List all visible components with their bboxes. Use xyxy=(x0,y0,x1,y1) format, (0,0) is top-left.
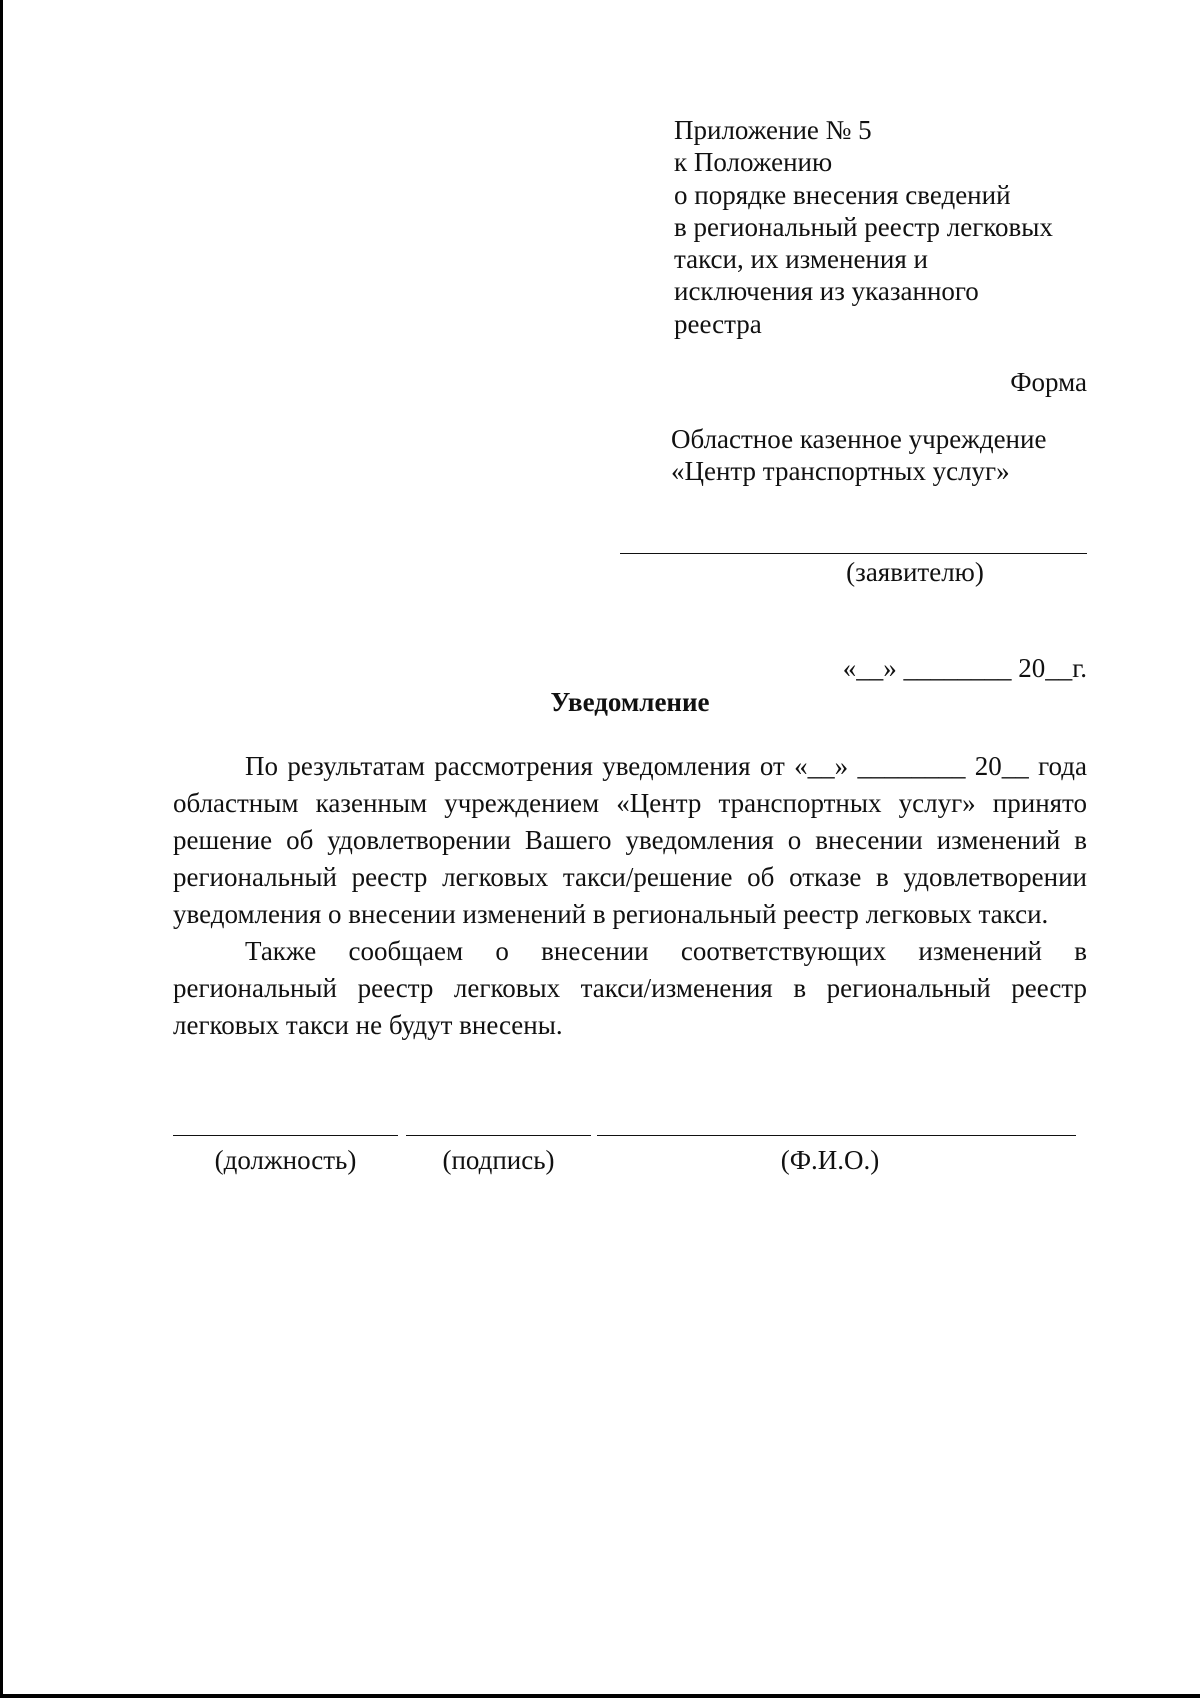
name-caption: (Ф.И.О.) xyxy=(780,1145,880,1175)
applicant-caption: (заявителю) xyxy=(846,557,984,587)
scan-bottom-border xyxy=(0,1694,1200,1698)
annex-line: Приложение № 5 xyxy=(674,115,872,145)
annex-line: о порядке внесения сведений xyxy=(674,179,1011,210)
annex-line: реестра xyxy=(674,308,762,339)
body-paragraph: По результатам рассмотрения уведомления от «__» ________ 20__ года областным казенным учреждением «Центр транспортных услуг» принято решение об удовлетворении Вашего уведомления о внесении изменений в региональный реестр легковых такси/решение об отказе в удовлетворении уведомления о внесении изменений в региональный реестр легковых такси. xyxy=(173,751,1087,929)
recipient-block xyxy=(671,423,1111,487)
document-title: Уведомление xyxy=(550,687,710,717)
position-blank-line xyxy=(173,1135,398,1136)
annex-line: к Положению xyxy=(674,147,833,178)
recipient-line: «Центр транспортных услуг» xyxy=(671,456,1010,486)
scan-left-border xyxy=(0,0,3,1698)
annex-line: исключения из указанного xyxy=(674,276,979,307)
body-text xyxy=(173,748,1087,1044)
annex-line: такси, их изменения и xyxy=(674,244,928,275)
annex-line: в региональный реестр легковых xyxy=(674,211,1053,242)
signature-caption: (подпись) xyxy=(442,1145,555,1175)
name-blank-line xyxy=(597,1135,1076,1136)
date-field: «__» ________ 20__г. xyxy=(842,653,1087,683)
position-caption: (должность) xyxy=(214,1145,357,1175)
applicant-blank-line xyxy=(620,553,1087,554)
signature-blank-line xyxy=(406,1135,591,1136)
recipient-line: Областное казенное учреждение xyxy=(671,424,1047,454)
annex-header xyxy=(674,114,1114,340)
body-paragraph: Также сообщаем о внесении соответствующих изменений в региональный реестр легковых такси/изменения в региональный реестр легковых такси не будут внесены. xyxy=(173,936,1087,1040)
form-label: Форма xyxy=(1010,367,1087,397)
